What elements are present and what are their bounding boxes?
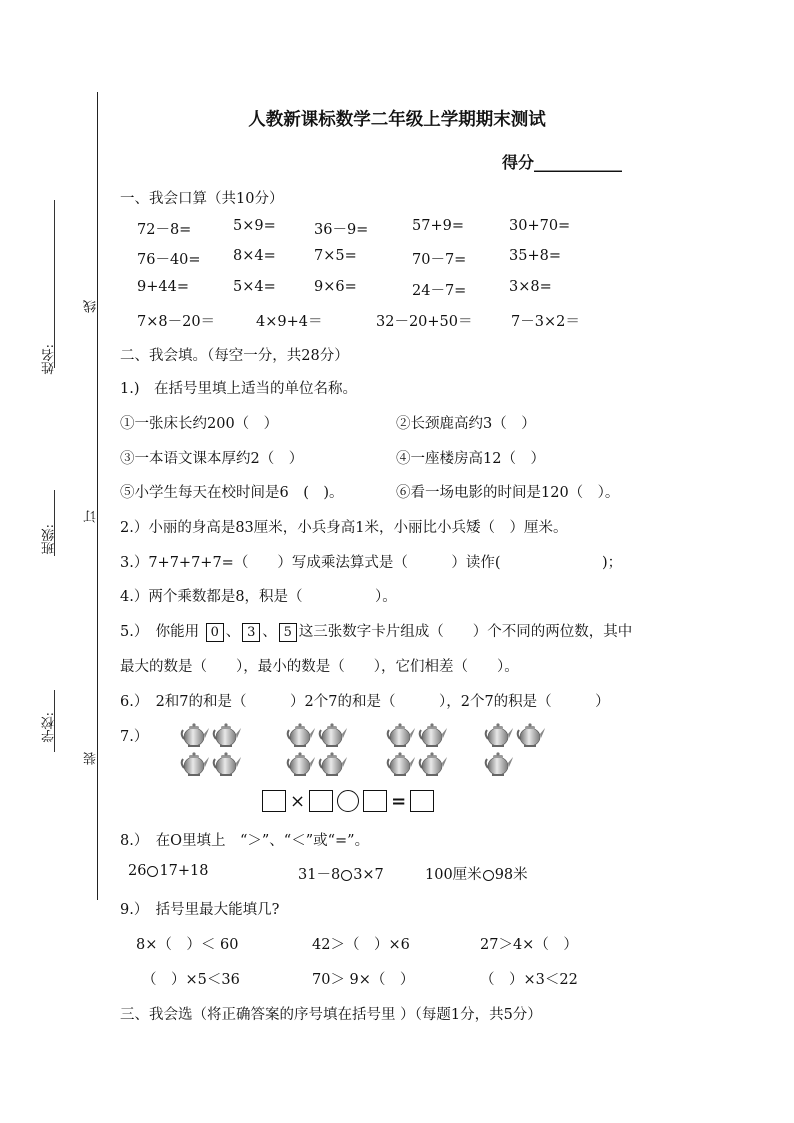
- teapot-icon: [484, 751, 514, 777]
- teapot-group-1-row2: [180, 751, 242, 777]
- calc-3-3: 9×6=: [314, 279, 357, 295]
- q1-item-1: ①一张床长约200（ ）: [120, 416, 279, 432]
- school-label: 学校:: [42, 712, 57, 743]
- binding-zhuang: 装: [84, 752, 99, 765]
- calc-3-1: 9+44=: [137, 279, 189, 295]
- compare-circle[interactable]: [483, 870, 494, 881]
- calc-1-1: 72－8=: [137, 222, 192, 238]
- calc-3-5: 3×8=: [509, 279, 552, 295]
- teapot-icon: [318, 722, 348, 748]
- answer-box[interactable]: [410, 790, 434, 812]
- calc-2-3: 7×5=: [314, 248, 357, 264]
- teapot-icon: [386, 722, 416, 748]
- q1-item-5: ⑤小学生每天在校时间是6 ( )。: [120, 485, 344, 501]
- calc-1-5: 30+70=: [509, 218, 571, 234]
- teapot-icon: [286, 751, 316, 777]
- q8-item-3: [425, 863, 528, 884]
- calc-1-4: 57+9=: [412, 218, 464, 234]
- section3-heading: 三、我会选（将正确答案的序号填在括号里 ）（每题1分，共5分）: [120, 1007, 542, 1023]
- q9-item-4: （ ）×5＜36: [142, 972, 240, 988]
- q8-right: 17+18: [159, 863, 209, 879]
- score-label: 得分___________: [502, 153, 623, 172]
- teapot-group-4-row2: [484, 751, 514, 777]
- answer-box[interactable]: [262, 790, 286, 812]
- calc-4-2: 4×9+4＝: [256, 314, 323, 330]
- q1-item-2: ②长颈鹿高约3（ ）: [396, 416, 536, 432]
- teapot-icon: [418, 751, 448, 777]
- calc-2-5: 35+8=: [509, 248, 561, 264]
- q5-line1: [120, 620, 632, 642]
- multiply-sign: ×: [290, 790, 306, 812]
- calc-1-2: 5×9=: [233, 218, 276, 234]
- name-blank-line: [54, 200, 55, 368]
- calc-2-2: 8×4=: [233, 248, 276, 264]
- teapot-icon: [386, 751, 416, 777]
- q4-text: 4.）两个乘数都是8，积是（ ）。: [120, 589, 397, 605]
- q9-item-3: 27＞4×（ ）: [480, 937, 578, 953]
- q9-item-5: 70＞ 9×（ ）: [312, 972, 415, 988]
- teapot-group-2-row2: [286, 751, 348, 777]
- q5-suffix: 这三张数字卡片组成（ ）个不同的两位数，其中: [298, 624, 633, 640]
- teapot-group-2-row1: [286, 722, 348, 748]
- teapot-icon: [212, 751, 242, 777]
- binding-xian: 线: [84, 300, 99, 313]
- page-title: 人教新课标数学二年级上学期期末测试: [248, 110, 546, 130]
- name-label: 姓名:: [42, 344, 57, 375]
- calc-1-3: 36－9=: [314, 222, 369, 238]
- q5-separator: 、: [225, 624, 241, 640]
- q5-line2: 最大的数是（ ），最小的数是（ ），它们相差（ ）。: [120, 659, 519, 675]
- q6-text: 6.） 2和7的和是（ ）2个7的和是（ ），2个7的积是（ ）: [120, 694, 610, 710]
- binding-line: [97, 92, 98, 900]
- calc-3-4: 24－7=: [412, 283, 467, 299]
- q5-separator: 、: [262, 624, 277, 640]
- answer-box[interactable]: [309, 790, 333, 812]
- class-label: 班级:: [42, 524, 57, 555]
- teapot-group-3-row1: [386, 722, 448, 748]
- q5-prefix: 5.） 你能用: [120, 624, 200, 640]
- section1-heading: 一、我会口算（共10分）: [120, 191, 284, 207]
- q8-right: 3×7: [353, 867, 384, 883]
- q1-item-6: ⑥看一场电影的时间是120（ ）。: [396, 485, 620, 501]
- calc-4-3: 32－20+50＝: [376, 314, 473, 330]
- teapot-group-4-row1: [484, 722, 546, 748]
- calc-2-1: 76－40=: [137, 252, 201, 268]
- binding-ding: 订: [84, 510, 99, 523]
- q7-label: 7.）: [120, 729, 149, 745]
- q8-item-1: [128, 863, 209, 879]
- q1-intro: 1.) 在括号里填上适当的单位名称。: [120, 381, 357, 397]
- digit-card-5: 5: [279, 623, 297, 642]
- q1-item-4: ④一座楼房高12（ ）: [396, 451, 545, 467]
- calc-4-1: 7×8－20＝: [137, 314, 216, 330]
- teapot-icon: [212, 722, 242, 748]
- calc-2-4: 70－7=: [412, 252, 467, 268]
- digit-card-0: 0: [206, 623, 224, 642]
- q8-intro: 8.） 在O里填上 “＞”、“＜”或“=”。: [120, 833, 370, 849]
- q8-left: 31－8: [298, 867, 341, 883]
- teapot-icon: [418, 722, 448, 748]
- q8-item-2: [298, 863, 384, 884]
- teapot-icon: [286, 722, 316, 748]
- q9-item-6: （ ）×3＜22: [480, 972, 578, 988]
- teapot-icon: [318, 751, 348, 777]
- teapot-icon: [180, 751, 210, 777]
- q8-left: 26: [128, 863, 147, 879]
- q2-text: 2.）小丽的身高是83厘米，小兵身高1米，小丽比小兵矮（ ）厘米。: [120, 520, 568, 536]
- compare-circle[interactable]: [341, 870, 352, 881]
- compare-circle[interactable]: [147, 866, 158, 877]
- q3-text: 3.）7+7+7+7=（ ）写成乘法算式是（ ）读作( )；: [120, 555, 623, 571]
- answer-box[interactable]: [363, 790, 387, 812]
- section2-heading: 二、我会填。（每空一分，共28分）: [120, 348, 349, 364]
- q8-right: 98米: [494, 867, 528, 883]
- teapot-icon: [484, 722, 514, 748]
- q7-equation: [262, 790, 434, 812]
- digit-card-3: 3: [242, 623, 260, 642]
- calc-3-2: 5×4=: [233, 279, 276, 295]
- q9-item-1: 8×（ ）＜ 60: [136, 937, 239, 953]
- teapot-group-1-row1: [180, 722, 242, 748]
- teapot-icon: [516, 722, 546, 748]
- operator-circle[interactable]: [337, 790, 359, 812]
- teapot-icon: [180, 722, 210, 748]
- q9-item-2: 42＞（ ）×6: [312, 937, 410, 953]
- equals-sign: =: [391, 790, 407, 812]
- q1-item-3: ③一本语文课本厚约2（ ）: [120, 451, 304, 467]
- teapot-group-3-row2: [386, 751, 448, 777]
- q9-intro: 9.） 括号里最大能填几?: [120, 902, 280, 918]
- q8-left: 100厘米: [425, 867, 482, 883]
- calc-4-4: 7－3×2＝: [511, 314, 580, 330]
